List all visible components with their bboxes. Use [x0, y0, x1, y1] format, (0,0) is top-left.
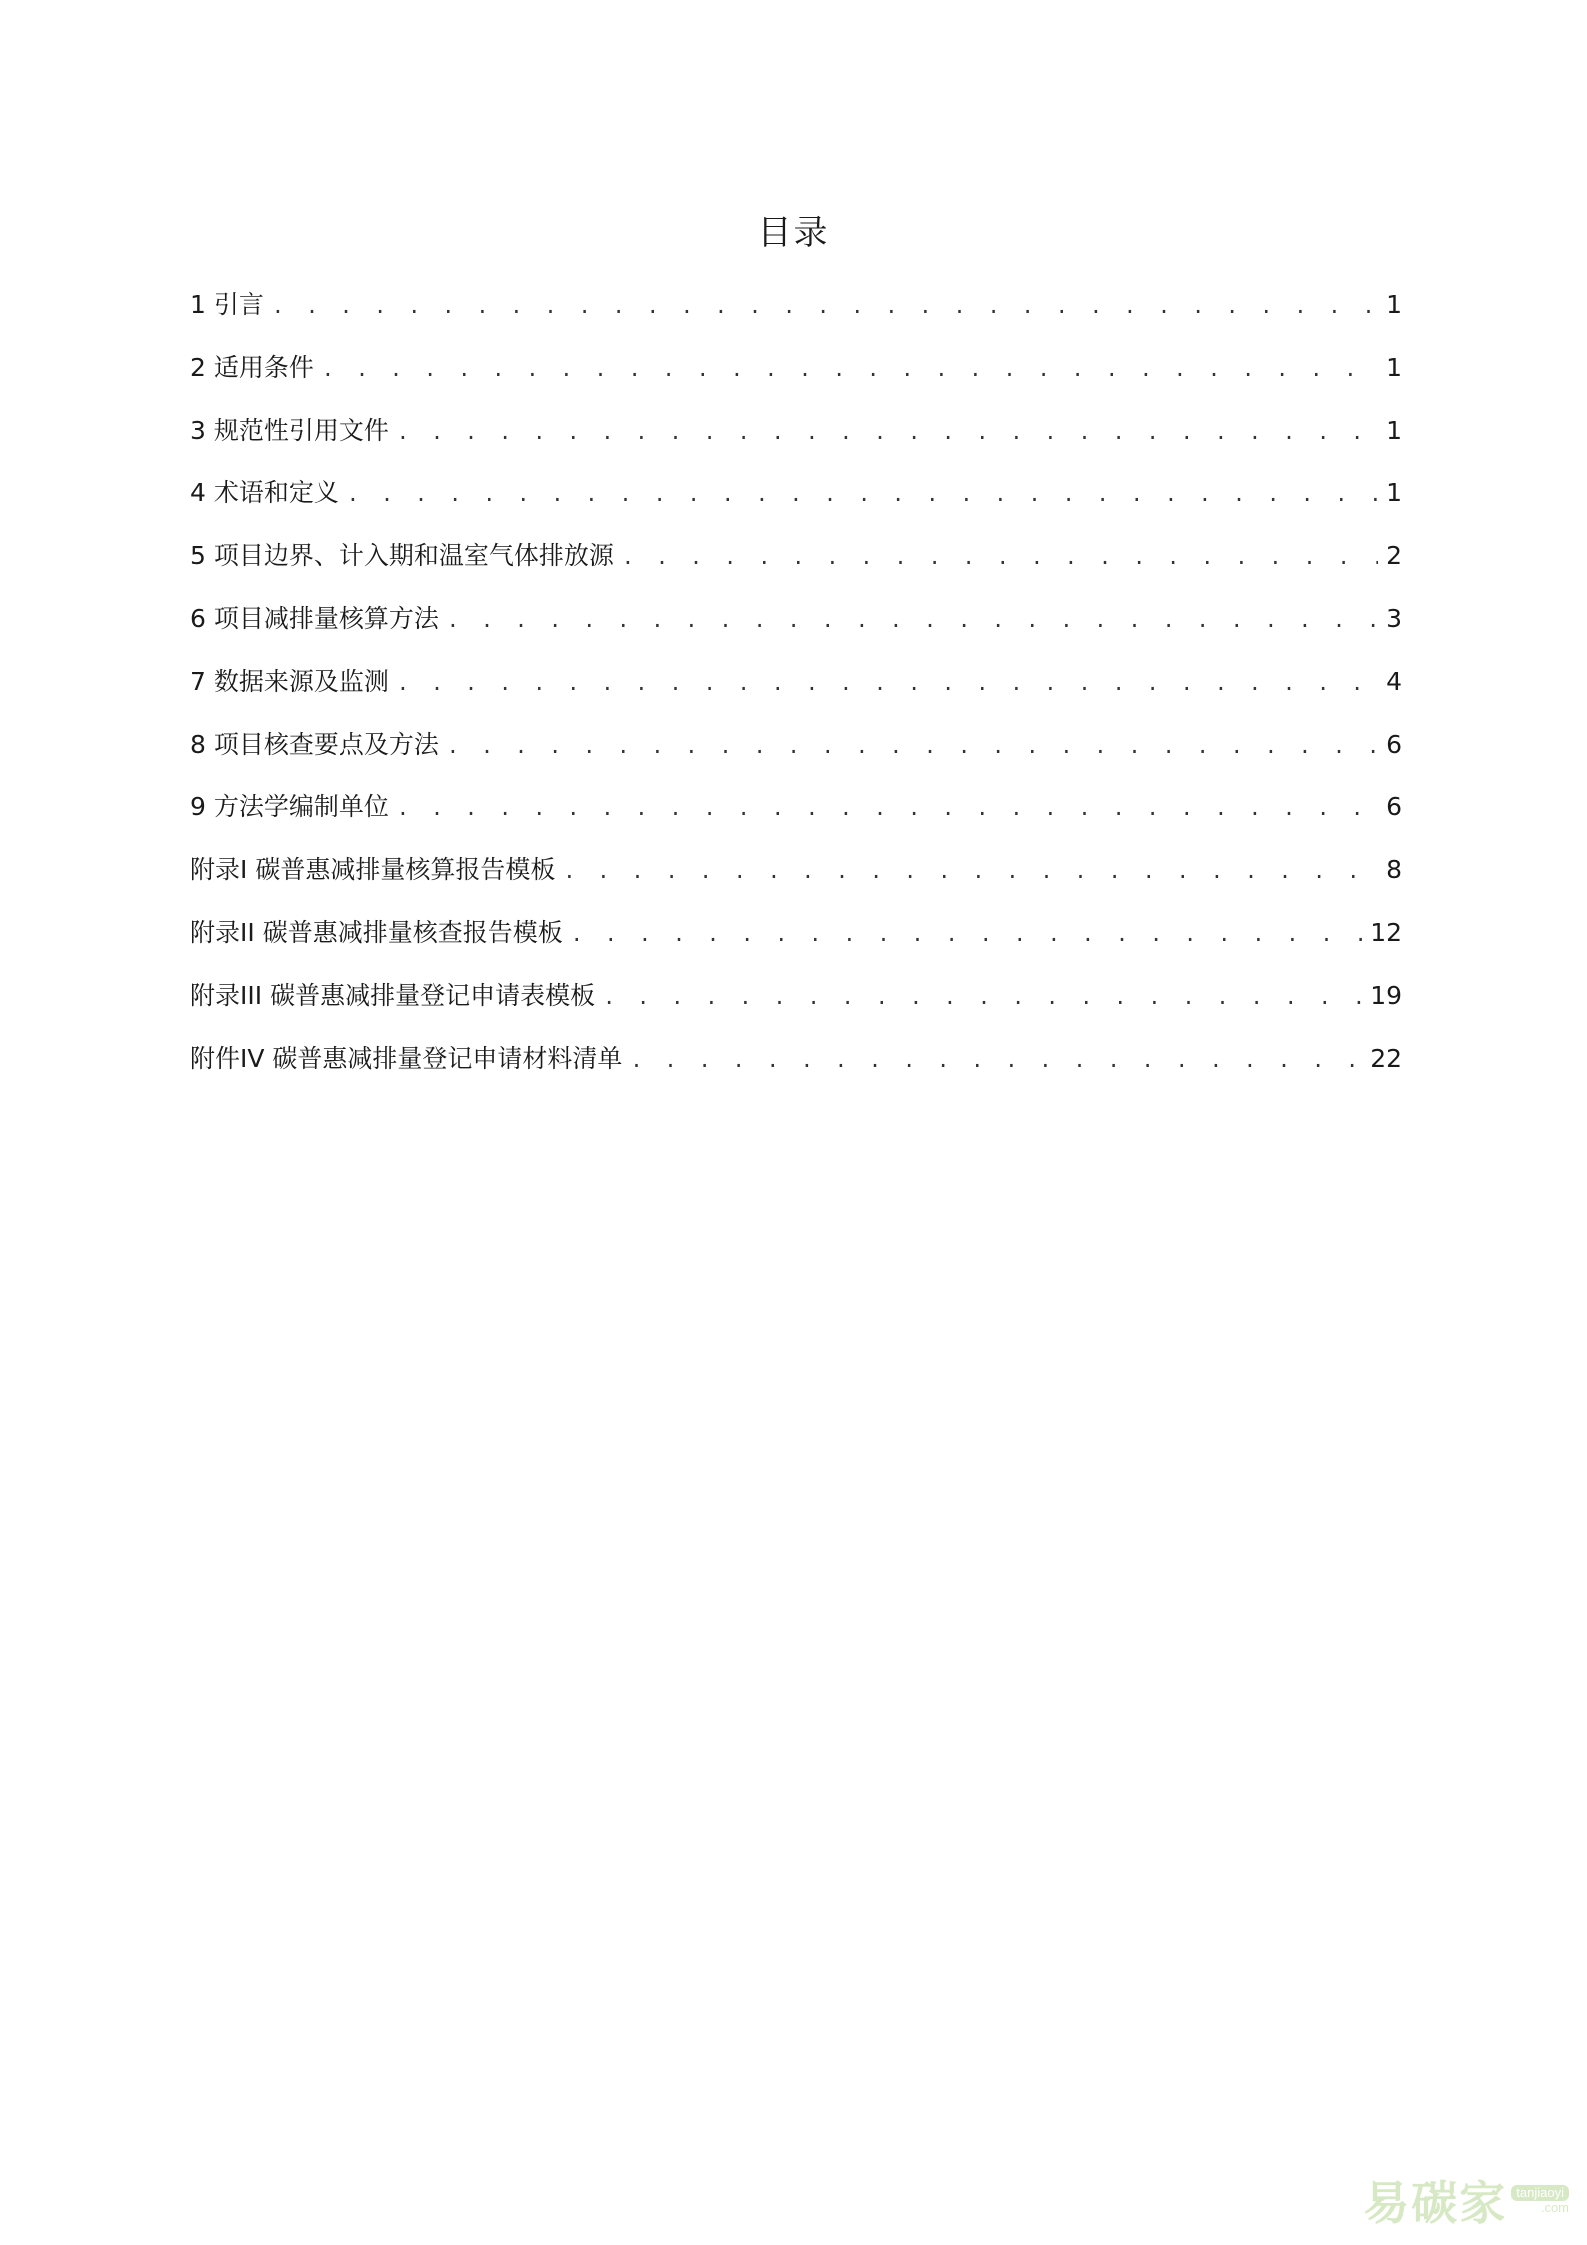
- toc-entry-label: 附录Ⅰ 碳普惠减排量核算报告模板: [190, 855, 556, 885]
- toc-title: 目录: [757, 213, 830, 253]
- toc-dot-leader: [447, 734, 1378, 758]
- toc-entry-label: 2 适用条件: [190, 352, 314, 382]
- toc-dot-leader: [447, 608, 1378, 632]
- toc-entry-label: 8 项目核查要点及方法: [190, 729, 439, 759]
- toc-entry-label: 5 项目边界、计入期和温室气体排放源: [190, 541, 614, 571]
- toc-entry[interactable]: [190, 725, 1402, 788]
- toc-entry-page: 4: [1386, 666, 1402, 696]
- toc-dot-leader: [622, 545, 1378, 569]
- toc-entry-label: 3 规范性引用文件: [190, 415, 389, 445]
- toc-entry[interactable]: [190, 411, 1402, 474]
- toc-entry[interactable]: [190, 348, 1402, 411]
- toc-entry-label: 1 引言: [190, 290, 264, 319]
- toc-dot-leader: [563, 859, 1378, 883]
- toc-entry-page: 6: [1386, 729, 1402, 759]
- toc-entry[interactable]: [190, 536, 1402, 599]
- toc-dot-leader: [397, 420, 1378, 444]
- toc-entry[interactable]: [190, 850, 1402, 913]
- toc-entry-label: 附录III 碳普惠减排量登记申请表模板: [190, 980, 596, 1010]
- toc-dot-leader: [397, 796, 1378, 820]
- toc-entry-page: 8: [1386, 855, 1402, 885]
- toc-dot-leader: [397, 671, 1378, 695]
- toc-list: [190, 285, 1402, 1101]
- toc-entry-label: 附录II 碳普惠减排量核查报告模板: [190, 917, 563, 947]
- toc-entry[interactable]: [190, 662, 1402, 725]
- toc-dot-leader: [630, 1048, 1362, 1072]
- toc-entry[interactable]: [190, 285, 1402, 348]
- watermark-logo: [1363, 2167, 1569, 2233]
- toc-dot-leader: [571, 922, 1362, 946]
- toc-entry[interactable]: [190, 976, 1402, 1039]
- toc-entry[interactable]: [190, 473, 1402, 536]
- toc-dot-leader: [322, 357, 1378, 381]
- toc-entry-page: 1: [1386, 352, 1402, 382]
- toc-entry-page: 12: [1370, 917, 1402, 947]
- toc-dot-leader: [347, 482, 1378, 506]
- toc-entry-page: 3: [1386, 603, 1402, 633]
- watermark-tag-name: tanjiaoyi: [1511, 2185, 1569, 2201]
- toc-entry-label: 9 方法学编制单位: [190, 792, 389, 822]
- toc-dot-leader: [272, 294, 1378, 318]
- toc-entry-label: 4 术语和定义: [190, 478, 339, 508]
- toc-entry-page: 2: [1386, 541, 1402, 571]
- watermark-tag-suffix: .com: [1540, 2200, 1569, 2215]
- watermark-tag: [1511, 2185, 1569, 2216]
- toc-entry-label: 7 数据来源及监测: [190, 666, 389, 696]
- toc-entry-page: 22: [1370, 1043, 1402, 1073]
- toc-entry-page: 6: [1386, 792, 1402, 822]
- watermark-text: 易碳家: [1363, 2176, 1508, 2230]
- toc-entry-label: 附件IV 碳普惠减排量登记申请材料清单: [190, 1043, 623, 1073]
- toc-entry-page: 1: [1386, 290, 1402, 319]
- toc-entry[interactable]: [190, 787, 1402, 850]
- toc-dot-leader: [603, 985, 1362, 1009]
- toc-entry-page: 1: [1386, 478, 1402, 508]
- toc-entry-label: 6 项目减排量核算方法: [190, 603, 439, 633]
- toc-entry[interactable]: [190, 913, 1402, 976]
- toc-entry[interactable]: [190, 599, 1402, 662]
- toc-entry-page: 19: [1370, 980, 1402, 1010]
- toc-entry[interactable]: [190, 1039, 1402, 1102]
- toc-entry-page: 1: [1386, 415, 1402, 445]
